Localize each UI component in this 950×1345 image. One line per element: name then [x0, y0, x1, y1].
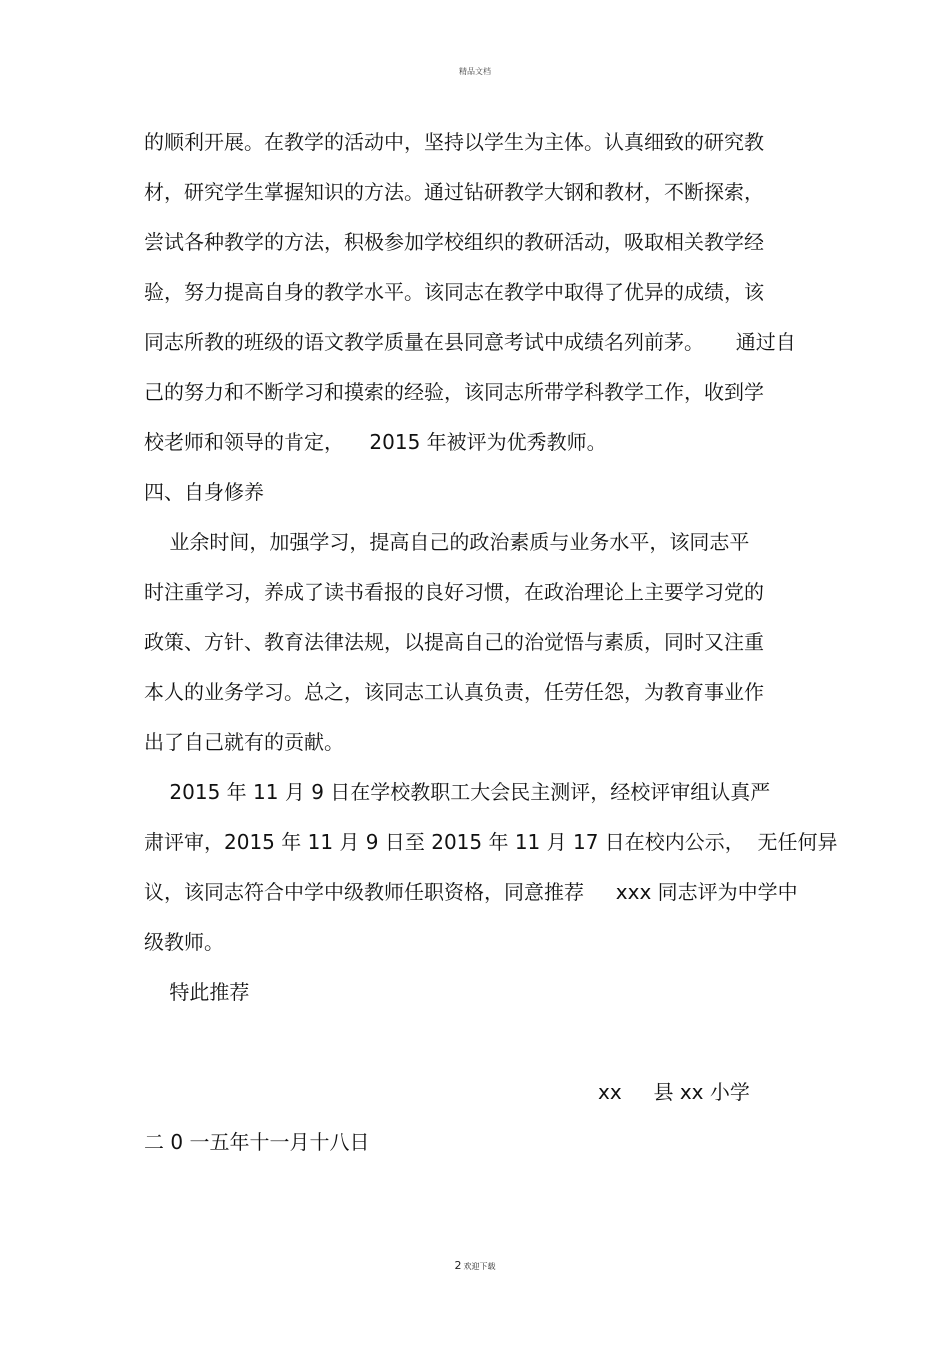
body-line: 肃评审，2015 年 11 月 9 日至 2015 年 11 月 17 日在校内公示， 无任何异	[144, 830, 838, 854]
body-line: 政策、方针、教育法律法规，以提高自己的治觉悟与素质，同时又注重	[144, 630, 764, 654]
body-line: 业余时间，加强学习，提高自己的政治素质与业务水平，该同志平	[144, 530, 750, 554]
page-header: 精品文档	[459, 67, 491, 76]
body-line: 出了自己就有的贡献。	[144, 730, 344, 754]
body-line: 校老师和领导的肯定， 2015 年被评为优秀教师。	[144, 430, 607, 454]
signature-org: xx 县 xx 小学	[598, 1080, 750, 1104]
body-line: 的顺利开展。在教学的活动中，坚持以学生为主体。认真细致的研究教	[144, 130, 764, 154]
body-line: 验，努力提高自身的教学水平。该同志在教学中取得了优异的成绩，该	[144, 280, 764, 304]
body-line: 材，研究学生掌握知识的方法。通过钻研教学大钢和教材，不断探索，	[144, 180, 764, 204]
body-line: 时注重学习，养成了读书看报的良好习惯，在政治理论上主要学习党的	[144, 580, 764, 604]
section-heading: 四、自身修养	[144, 480, 264, 504]
page-number: 2	[454, 1259, 462, 1272]
body-line: 己的努力和不断学习和摸索的经验，该同志所带学科教学工作，收到学	[144, 380, 764, 404]
body-line: 级教师。	[144, 930, 224, 954]
body-line: 议，该同志符合中学中级教师任职资格，同意推荐 xxx 同志评为中学中	[144, 880, 798, 904]
signature-date: 二 0 一五年十一月十八日	[144, 1130, 370, 1154]
body-line: 2015 年 11 月 9 日在学校教职工大会民主测评，经校评审组认真严	[144, 780, 771, 804]
page-footer	[0, 1259, 950, 1272]
footer-note: 欢迎下载	[463, 1262, 496, 1271]
body-line: 本人的业务学习。总之，该同志工认真负责，任劳任怨，为教育事业作	[144, 680, 764, 704]
closing-phrase: 特此推荐	[144, 980, 250, 1004]
body-line: 同志所教的班级的语文教学质量在县同意考试中成绩名列前茅。 通过自	[144, 330, 796, 354]
body-line: 尝试各种教学的方法，积极参加学校组织的教研活动，吸取相关教学经	[144, 230, 764, 254]
